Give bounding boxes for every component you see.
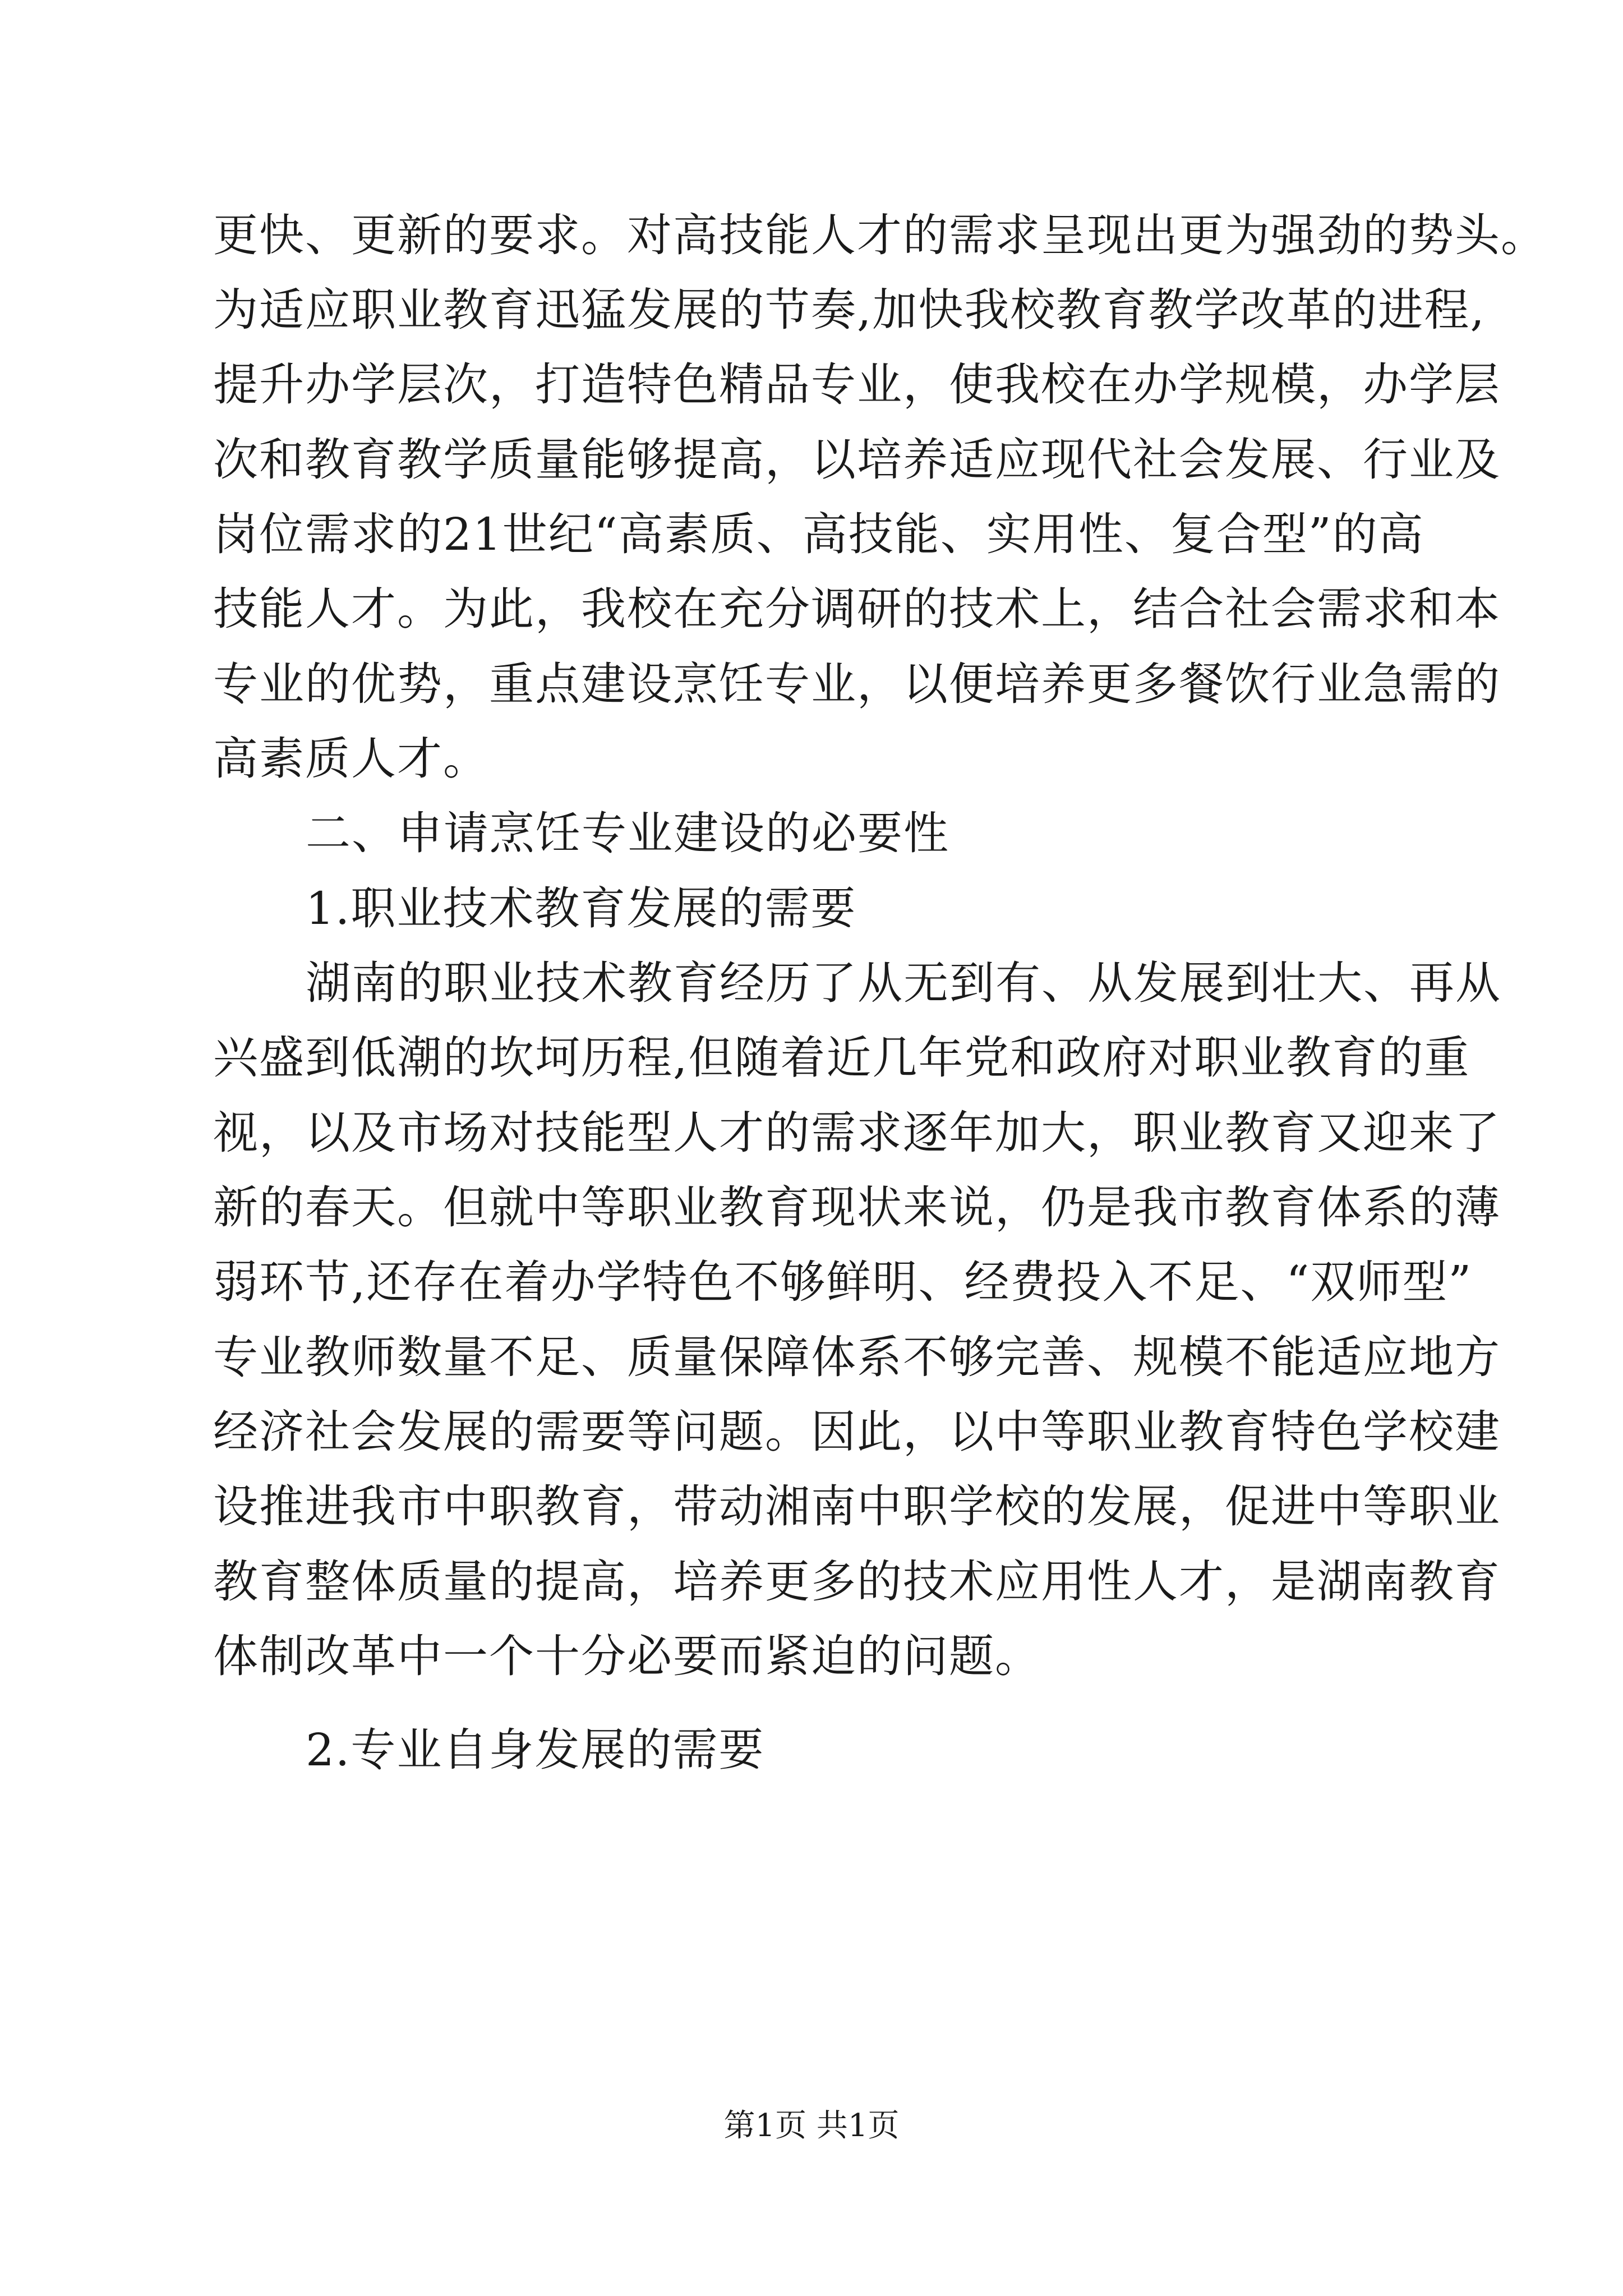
text-line-1: 更快、更新的要求。对高技能人才的需求呈现出更为强劲的势头。 bbox=[213, 209, 1547, 261]
text-line-6: 技能人才。为此，我校在充分调研的技术上，结合社会需求和本 bbox=[213, 583, 1501, 635]
text-line-4: 次和教育教学质量能够提高，以培养适应现代社会发展、行业及 bbox=[213, 434, 1501, 486]
subsection-heading-1: 1.职业技术教育发展的需要 bbox=[306, 882, 857, 935]
text-line-3: 提升办学层次，打造特色精品专业，使我校在办学规模，办学层 bbox=[213, 358, 1501, 411]
text-line-16: 专业教师数量不足、质量保障体系不够完善、规模不能适应地方 bbox=[213, 1331, 1501, 1383]
text-line-17: 经济社会发展的需要等问题。因此，以中等职业教育特色学校建 bbox=[213, 1406, 1501, 1458]
text-line-11: 湖南的职业技术教育经历了从无到有、从发展到壮大、再从 bbox=[306, 957, 1501, 1009]
text-line-18: 设推进我市中职教育，带动湘南中职学校的发展，促进中等职业 bbox=[213, 1480, 1501, 1533]
text-line-2: 为适应职业教育迅猛发展的节奏,加快我校教育教学改革的进程, bbox=[213, 284, 1486, 336]
text-line-13: 视，以及市场对技能型人才的需求逐年加大，职业教育又迎来了 bbox=[213, 1107, 1501, 1159]
text-line-7: 专业的优势，重点建设烹饪专业，以便培养更多餐饮行业急需的 bbox=[213, 658, 1501, 710]
text-line-8: 高素质人才。 bbox=[213, 733, 489, 785]
text-line-20: 体制改革中一个十分必要而紧迫的问题。 bbox=[213, 1630, 1041, 1682]
text-line-15: 弱环节,还存在着办学特色不够鲜明、经费投入不足、“双师型” bbox=[213, 1256, 1473, 1308]
text-line-12: 兴盛到低潮的坎坷历程,但随着近几年党和政府对职业教育的重 bbox=[213, 1032, 1470, 1084]
text-line-14: 新的春天。但就中等职业教育现状来说，仍是我市教育体系的薄 bbox=[213, 1181, 1501, 1234]
section-heading: 二、申请烹饪专业建设的必要性 bbox=[306, 807, 949, 859]
text-line-5: 岗位需求的21世纪“高素质、高技能、实用性、复合型”的高 bbox=[213, 508, 1424, 560]
subsection-heading-2: 2.专业自身发展的需要 bbox=[306, 1724, 765, 1776]
text-line-19: 教育整体质量的提高，培养更多的技术应用性人才，是湖南教育 bbox=[213, 1556, 1501, 1608]
page-footer: 第1页 共1页 bbox=[723, 2108, 900, 2144]
